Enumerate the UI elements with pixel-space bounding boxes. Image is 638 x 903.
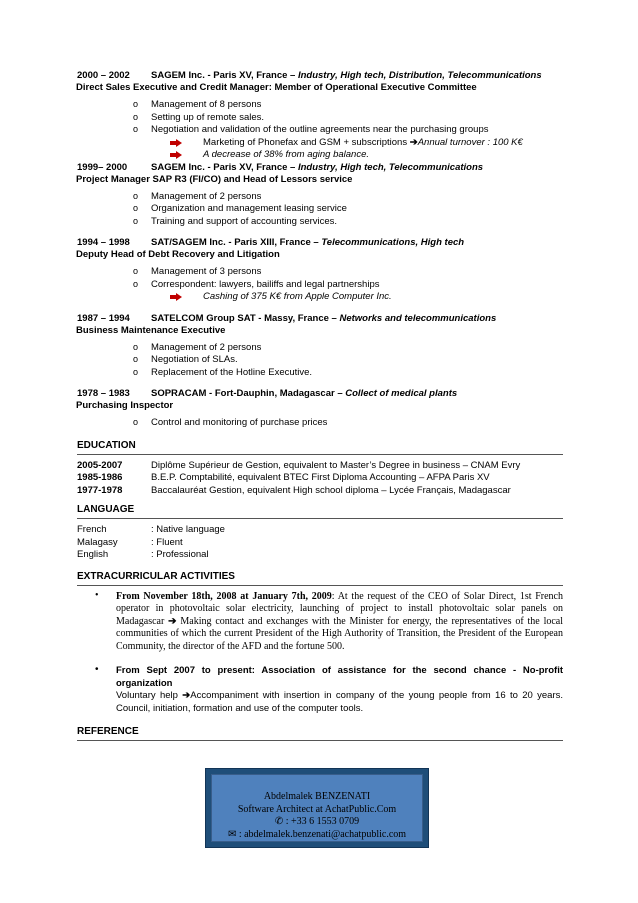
education-row: 1977-1978 Baccalauréat Gestion, equivalent High school diploma – Lycée Français, Madagascar [77, 484, 511, 496]
section-divider [77, 585, 563, 586]
envelope-icon: ✉ [227, 828, 237, 840]
language-row: French : Native language [77, 524, 225, 535]
reference-name: Abdelmalek BENZENATI [263, 791, 371, 802]
extracurricular-list [77, 591, 563, 716]
phone-icon: ✆ [274, 816, 284, 827]
list-item: • From Sept 2007 to present: Association of assistance for the second chance - No-profit organization Voluntary help ➔Accompaniment with insertion in company of the young people from 16 to 20 years. Council, initiation, formation and use of the computer tools. [95, 664, 563, 714]
reference-heading: REFERENCE [77, 726, 139, 737]
arrow-icon: ➔ [409, 136, 418, 148]
job-entry [77, 162, 563, 229]
list-item: • From November 18th, 2008 at January 7th, 2009: At the request of the CEO of Solar Direct, 1st French operator in photovoltaic solar electricity, launching of project to install photovoltaic solar panels on Madagascar ➔ Making contact and exchanges with the Minister for energy, the representatives of the local communities of which the current President of the High Authority of Transition, the President of the European Community, the director of the AFD and the fortune 500. [95, 589, 563, 652]
list-item: o Management of 2 persons [133, 190, 262, 202]
language-list [77, 524, 563, 562]
section-divider [77, 518, 563, 519]
list-item: o Negotiation of SLAs. [133, 354, 238, 365]
reference-card [205, 768, 429, 848]
job-bullets [77, 342, 563, 380]
job-company: SATELCOM Group SAT - Massy, France – Networks and telecommunications [151, 312, 497, 324]
job-entry [77, 237, 563, 304]
job-title: Project Manager SAP R3 (FI/CO) and Head of Lessors service [76, 173, 353, 185]
job-subitems [77, 137, 563, 162]
language-row: English : Professional [77, 549, 209, 560]
resume-page [77, 70, 563, 746]
job-header [77, 388, 563, 400]
red-arrow-icon [170, 293, 182, 301]
list-item: o Management of 8 persons [133, 99, 262, 110]
red-arrow-icon [170, 151, 182, 159]
job-bullets [77, 417, 563, 430]
reference-phone: ✆ : +33 6 1553 0709 [274, 816, 360, 827]
list-item: Marketing of Phonefax and GSM + subscriptions ➔Annual turnover : 100 K€ [77, 137, 563, 150]
job-header [77, 237, 563, 249]
list-item: o Management of 3 persons [133, 266, 262, 277]
extracurricular-heading: EXTRACURRICULAR ACTIVITIES [77, 570, 235, 582]
education-row: 1985-1986 B.E.P. Comptabilité, equivalent BTEC First Diploma Accounting – AFPA Paris XV [77, 472, 490, 483]
list-item: o Training and support of accounting services. [133, 215, 338, 227]
job-date: 2000 – 2002 [77, 70, 130, 81]
job-company: SOPRACAM - Fort-Dauphin, Madagascar – Collect of medical plants [151, 388, 458, 399]
job-entry [77, 313, 563, 380]
reference-email[interactable]: ✉ : abdelmalek.benzenati@achatpublic.com [227, 828, 407, 840]
job-title: Deputy Head of Debt Recovery and Litigation [76, 249, 280, 260]
job-date: 1978 – 1983 [77, 388, 130, 399]
job-company: SAT/SAGEM Inc. - Paris XIII, France – Telecommunications, High tech [151, 237, 465, 248]
education-heading: EDUCATION [77, 439, 136, 451]
education-list [77, 460, 563, 498]
job-bullets [77, 266, 563, 291]
job-header [77, 313, 563, 325]
list-item: o Organization and management leasing service [133, 203, 347, 214]
section-divider [77, 454, 563, 455]
job-header [77, 162, 563, 174]
list-item: o Correspondent: lawyers, bailiffs and legal partnerships [133, 278, 380, 290]
job-title: Purchasing Inspector [76, 400, 174, 411]
list-item: Cashing of 375 K€ from Apple Computer Inc. [77, 291, 563, 304]
reference-card-inner [211, 774, 423, 842]
job-company: SAGEM Inc. - Paris XV, France – Industry, High tech, Telecommunications [151, 161, 484, 173]
arrow-icon: ➔ [168, 615, 177, 627]
job-bullets [77, 191, 563, 229]
job-title: Business Maintenance Executive [76, 324, 226, 336]
job-entry [77, 70, 563, 162]
list-item: o Negotiation and validation of the outline agreements near the purchasing groups [133, 124, 489, 135]
list-item: o Control and monitoring of purchase prices [133, 417, 328, 428]
list-item: A decrease of 38% from aging balance. [77, 149, 563, 162]
job-company: SAGEM Inc. - Paris XV, France – Industry, High tech, Distribution, Telecommunications [151, 70, 542, 81]
job-title: Direct Sales Executive and Credit Manager: Member of Operational Executive Committee [76, 82, 477, 93]
section-divider [77, 740, 563, 741]
job-entry [77, 388, 563, 430]
arrow-icon: ➔ [182, 690, 191, 701]
red-arrow-icon [170, 139, 182, 147]
list-item: o Management of 2 persons [133, 341, 262, 353]
education-row: 2005-2007 Diplôme Supérieur de Gestion, equivalent to Master’s Degree in business – CNAM Evry [77, 459, 521, 471]
job-date: 1999– 2000 [77, 161, 128, 173]
list-item: o Replacement of the Hotline Executive. [133, 366, 313, 378]
job-date: 1987 – 1994 [77, 312, 130, 324]
language-row: Malagasy : Fluent [77, 536, 183, 548]
job-header [77, 70, 563, 82]
list-item: o Setting up of remote sales. [133, 111, 265, 123]
job-subitems [77, 291, 563, 304]
language-heading: LANGUAGE [77, 504, 135, 515]
job-bullets [77, 99, 563, 137]
job-date: 1994 – 1998 [77, 237, 130, 248]
reference-role: Software Architect at AchatPublic.Com [237, 803, 397, 815]
